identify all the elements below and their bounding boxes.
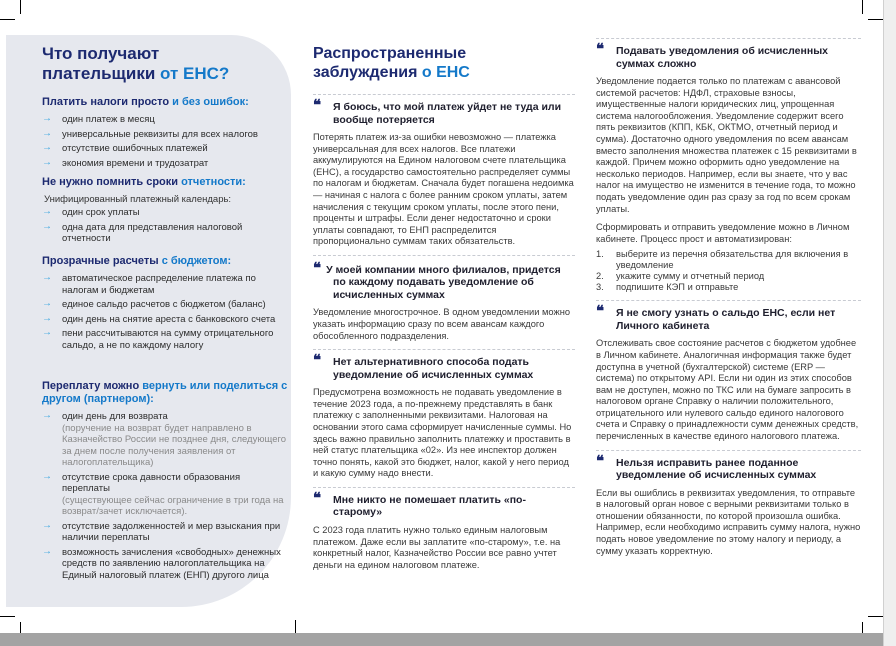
- misconception-question: ❝ Нет альтернативного способа подать уведомление об исчисленных суммах: [313, 351, 534, 381]
- misconception-answer: Уведомление подается только по платежам с авансовой системой расчетов: НДФЛ, страховые взносы, имущественные налоги юридических лиц, упрощенная система налогообложения. Уведомление содержит всего пять реквизитов (КПП, КБК, ОКТМО, отчетный период и сумма). Достаточно одного уведомления по всем авансам вместо заполнения множества платежек с 15 реквизитами в каждой. Причем можно оформить одно уведомление на несколько периодов. Например, если вы знаете, что у вас налог на имущество не изменится в течение года, то можно подать уведомление один раз сразу за год по всем срокам уплаты. Сформировать и отправить уведомление можно в Личном кабинете. Процесс прост и автоматизирован: 1. выберите из перечня обязательства для включения в уведомление 2. укажите сумму и отчетный период 3. подпишите КЭП и отправьте: [596, 76, 861, 293]
- misconception-question: ❝ Я боюсь, что мой платеж уйдет не туда или вообще потеряется: [313, 96, 562, 126]
- benefit-section-overpayment: [42, 380, 290, 584]
- arrow-right-icon: →: [42, 327, 52, 338]
- section-lead: Унифицированный платежный календарь:: [44, 194, 232, 205]
- arrow-right-icon: →: [42, 113, 52, 124]
- misconception-answer: С 2023 года платить нужно только единым налоговым платежом. Даже если вы заплатите «по-старому», т.е. на конкретный налог, Казначейство России все равно учтет деньги на едином налоговом платеже.: [313, 524, 561, 570]
- misconception-question: ❝ Мне никто не помешает платить «по-старому»: [313, 488, 526, 519]
- list-item: → пени рассчитываются на сумму отрицательного сальдо, а не по каждому налогу: [42, 327, 274, 351]
- list-item: → экономия времени и трудозатрат: [42, 156, 209, 169]
- arrow-right-icon: →: [42, 127, 52, 139]
- list-item: → один день для возврата (поручение на возврат будет направлено в Казначейство России не позднее дня, следующего за днем после получения заявления от налогоплательщика): [42, 411, 290, 469]
- quote-icon: ❝: [596, 451, 604, 470]
- misconception-block: [313, 350, 575, 487]
- crop-mark: [0, 19, 15, 20]
- list-item: → одна дата для представления налоговой отчетности: [42, 220, 243, 244]
- misconception-question: ❝ У моей компании много филиалов, придется по каждому подавать уведомление об исчисленных суммах: [313, 258, 561, 301]
- arrow-right-icon: →: [42, 410, 52, 421]
- misconception-block: [596, 451, 861, 565]
- benefits-title: Что получают плательщики от ЕНС?: [42, 44, 230, 83]
- list-item: → единое сальдо расчетов с бюджетом (баланс): [42, 298, 266, 310]
- list-item: → возможность зачисления «свободных» денежных средств по заявлению налогоплательщика на Единый налоговый платеж (ЕНП) другого лица: [42, 545, 281, 581]
- misconception-answer: Отслеживать свое состояние расчетов с бюджетом удобнее в Личном кабинете. Аналогичная информация также будет доступна в учетной (бухгалтерской) системе (ERP — система) по открытому API. Если ни один из этих способов вам не доступен, можно по ТКС или на бумаге запросить в налоговом органе Справку о наличии положительного, отрицательного или нулевого сальдо единого налогового счета и Справку о принадлежности сумм денежных средств, перечисленных в качестве единого налогового платежа.: [596, 338, 859, 442]
- crop-mark: [20, 622, 21, 633]
- misconception-answer: Потерять платеж из-за ошибки невозможно — платежка универсальная для всех налогов. Все платежи аккумулируются на Едином налоговом счете плательщика (ЕНС), а государство самостоятельно распределяет суммы по налогам и бюджетам. Сначала будет погашена недоимка — начиная с налога с более ранним сроком уплаты, затем начисления с текущим сроком уплаты, после этого пени, проценты и штрафы. Если денег недостаточно и сроки уплаты совпадают, то ЕНП распределится пропорционально суммам таких обязательств.: [313, 132, 574, 247]
- quote-icon: ❝: [313, 258, 321, 277]
- misconception-question: ❝ Я не смогу узнать о сальдо ЕНС, если нет Личного кабинета: [596, 302, 836, 332]
- quote-icon: ❝: [596, 40, 604, 58]
- item-note: (существующее сейчас ограничение в три года на возврат/зачет исключается).: [62, 494, 284, 517]
- viewer-scroll-gutter[interactable]: [883, 0, 896, 646]
- arrow-right-icon: →: [42, 142, 52, 153]
- crop-mark: [295, 620, 296, 633]
- section-heading: Переплату можно вернуть или поделиться с другом (партнером):: [42, 380, 288, 405]
- crop-mark: [20, 0, 21, 14]
- arrow-right-icon: →: [42, 470, 52, 482]
- list-item: → отсутствие задолженностей и мер взыскания при наличии переплаты: [42, 519, 281, 543]
- list-item: → один платеж в месяц: [42, 113, 155, 125]
- crop-mark: [862, 0, 863, 14]
- benefit-section-simple-payment: [42, 96, 290, 172]
- quote-icon: ❝: [596, 302, 604, 321]
- arrow-right-icon: →: [42, 272, 52, 283]
- misconception-block: [313, 488, 575, 578]
- crop-mark: [0, 616, 15, 617]
- arrow-right-icon: →: [42, 298, 52, 309]
- misconception-answer: Предусмотрена возможность не подавать уведомление в течение 2023 года, а по-прежнему представлять в банк платежку с заполненными реквизитами. Налоговая на основании этого сама сформирует начисленные суммы. Но здесь важно правильно заполнить платежку и проставить в ней статус плательщика «02». Из нее инспектор должен точно понять, какой это бюджет, налог, какой у него период и какую сумму надо внести.: [313, 387, 572, 479]
- crop-mark: [868, 19, 883, 20]
- benefit-section-deadlines: [42, 176, 290, 248]
- quote-icon: ❝: [313, 488, 321, 507]
- list-item: → один день на снятие ареста с банковского счета: [42, 312, 276, 325]
- arrow-right-icon: →: [42, 519, 52, 531]
- list-item: → отсутствие срока давности образования переплаты (существующее сейчас ограничение в три года на возврат/зачет исключается).: [42, 472, 290, 518]
- steps-list: [596, 249, 861, 293]
- arrow-right-icon: →: [42, 156, 52, 168]
- viewer-bottom-bar: [0, 633, 883, 646]
- arrow-right-icon: →: [42, 545, 52, 557]
- item-note: (поручение на возврат будет направлено в Казначейство России не позднее дня, следующего за днем после получения заявления от налогоплательщика): [62, 422, 287, 468]
- arrow-right-icon: →: [42, 220, 52, 232]
- misconceptions-column-right: [596, 38, 861, 564]
- section-heading: Прозрачные расчеты с бюджетом:: [42, 255, 232, 267]
- arrow-right-icon: →: [42, 206, 52, 217]
- misconception-block: [596, 301, 861, 449]
- misconception-question: ❝ Подавать уведомления об исчисленных суммах сложно: [596, 40, 829, 70]
- misconception-answer: Уведомление многострочное. В одном уведомлении можно указать информацию сразу по всем авансам каждого обособленного подразделения.: [313, 307, 570, 341]
- list-item: → отсутствие ошибочных платежей: [42, 142, 208, 154]
- misconception-question: ❝ Нельзя исправить ранее поданное уведомление об исчисленных суммах: [596, 451, 817, 482]
- quote-icon: ❝: [313, 96, 321, 114]
- list-item: → один срок уплаты: [42, 206, 140, 218]
- misconception-answer: Если вы ошиблись в реквизитах уведомления, то отправьте в налоговый орган новое с верными реквизитами только в отношении обязанности, по которой произошла ошибка. Например, если необходимо исправить сумму налога, нужно подать новое уведомление по этому налогу и периоду, а сумму указать корректную.: [596, 487, 861, 556]
- misconception-block: [596, 39, 861, 300]
- crop-mark: [862, 622, 863, 633]
- step-item: 2. укажите сумму и отчетный период: [596, 271, 765, 282]
- misconception-block: [313, 95, 575, 255]
- benefit-section-transparency: [42, 255, 290, 354]
- arrow-right-icon: →: [42, 312, 52, 324]
- misconceptions-title: Распространенные заблуждения о ЕНС: [313, 45, 470, 81]
- misconception-block: [313, 256, 575, 349]
- quote-icon: ❝: [313, 351, 321, 370]
- list-item: → автоматическое распределение платежа по налогам и бюджетам: [42, 272, 256, 296]
- crop-mark: [868, 616, 883, 617]
- misconceptions-column: [313, 44, 575, 578]
- section-heading: Не нужно помнить сроки отчетности:: [42, 176, 246, 188]
- section-heading: Платить налоги просто и без ошибок:: [42, 96, 249, 108]
- list-item: → универсальные реквизиты для всех налогов: [42, 127, 258, 140]
- step-item: 3. подпишите КЭП и отправьте: [596, 282, 739, 293]
- step-item: 1. выберите из перечня обязательства для включения в уведомление: [596, 249, 849, 271]
